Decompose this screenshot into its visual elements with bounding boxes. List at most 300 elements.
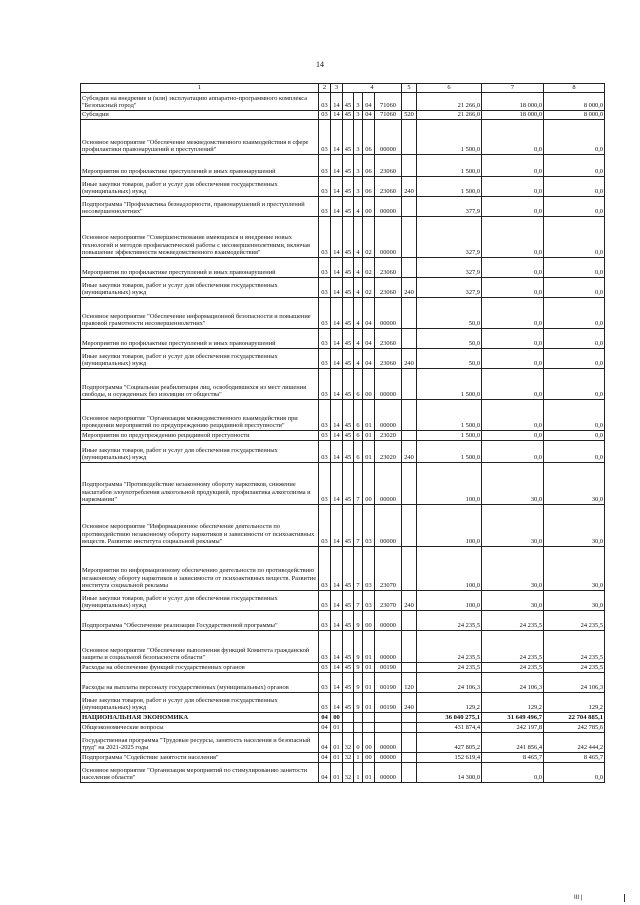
amount-2023: 30,0 bbox=[544, 463, 605, 505]
expense-type-code: 240 bbox=[402, 591, 417, 611]
subprogram-code: 3 bbox=[354, 111, 363, 120]
direction-code: 23070 bbox=[375, 591, 402, 611]
amount-2021: 431 874,4 bbox=[417, 723, 482, 733]
program-code bbox=[343, 723, 354, 733]
header-col-2: 2 bbox=[319, 84, 331, 93]
program-code: 32 bbox=[343, 733, 354, 753]
subsection-code: 14 bbox=[331, 349, 343, 369]
event-code bbox=[363, 713, 375, 723]
table-row bbox=[81, 369, 605, 400]
subprogram-code: 0 bbox=[354, 733, 363, 753]
amount-2023: 129,2 bbox=[544, 693, 605, 713]
subprogram-code: 4 bbox=[354, 197, 363, 217]
event-code: 06 bbox=[363, 177, 375, 197]
event-code: 01 bbox=[363, 663, 375, 673]
amount-2023: 24 235,5 bbox=[544, 611, 605, 631]
event-code: 01 bbox=[363, 441, 375, 463]
subprogram-code: 9 bbox=[354, 673, 363, 693]
event-code: 04 bbox=[363, 93, 375, 111]
event-code: 06 bbox=[363, 120, 375, 155]
amount-2022: 0,0 bbox=[482, 258, 544, 278]
direction-code: 00000 bbox=[375, 217, 402, 258]
direction-code: 23060 bbox=[375, 177, 402, 197]
subsection-code: 14 bbox=[331, 258, 343, 278]
row-name: Подпрограмма "Профилактика безнадзорности, правонарушений и преступлений несовершеннолетних" bbox=[81, 197, 319, 217]
event-code: 01 bbox=[363, 431, 375, 441]
expense-type-code bbox=[402, 463, 417, 505]
event-code: 00 bbox=[363, 733, 375, 753]
section-code: 03 bbox=[319, 591, 331, 611]
expense-type-code bbox=[402, 733, 417, 753]
amount-2023: 0,0 bbox=[544, 120, 605, 155]
row-name: Подпрограмма "Социальная реабилитация лиц, освободившихся из мест лишения свободы, и осужденных без изоляции от общества" bbox=[81, 369, 319, 400]
table-row bbox=[81, 329, 605, 349]
subsection-code: 14 bbox=[331, 93, 343, 111]
subsection-code: 14 bbox=[331, 369, 343, 400]
amount-2022: 242 197,8 bbox=[482, 723, 544, 733]
table-row bbox=[81, 431, 605, 441]
subprogram-code: 4 bbox=[354, 278, 363, 298]
amount-2021: 24 106,3 bbox=[417, 673, 482, 693]
table-row bbox=[81, 217, 605, 258]
section-code: 03 bbox=[319, 298, 331, 329]
subprogram-code: 7 bbox=[354, 463, 363, 505]
row-name: Подпрограмма "Содействие занятости населения" bbox=[81, 753, 319, 763]
subprogram-code: 6 bbox=[354, 400, 363, 431]
header-col-4: 4 bbox=[343, 84, 402, 93]
amount-2022: 24 106,3 bbox=[482, 673, 544, 693]
section-code: 03 bbox=[319, 197, 331, 217]
section-code: 04 bbox=[319, 753, 331, 763]
direction-code: 00000 bbox=[375, 298, 402, 329]
amount-2021: 24 235,5 bbox=[417, 631, 482, 663]
amount-2022: 31 649 496,7 bbox=[482, 713, 544, 723]
event-code: 04 bbox=[363, 329, 375, 349]
event-code: 00 bbox=[363, 463, 375, 505]
row-name: Основное мероприятие "Совершенствование имеющихся и внедрение новых технологий и методов профилактической работы с несовершеннолетними, включая повышение эффективности межведомственного взаимодействия" bbox=[81, 217, 319, 258]
table-row bbox=[81, 673, 605, 693]
expense-type-code bbox=[402, 431, 417, 441]
direction-code: 23060 bbox=[375, 329, 402, 349]
section-code: 03 bbox=[319, 631, 331, 663]
amount-2021: 1 500,0 bbox=[417, 155, 482, 177]
row-name: Расходы на обеспечение функций государственных органов bbox=[81, 663, 319, 673]
program-code: 45 bbox=[343, 278, 354, 298]
header-col-8: 8 bbox=[544, 84, 605, 93]
event-code: 00 bbox=[363, 197, 375, 217]
subprogram-code: 7 bbox=[354, 591, 363, 611]
expense-type-code bbox=[402, 723, 417, 733]
subprogram-code: 3 bbox=[354, 155, 363, 177]
row-name: НАЦИОНАЛЬНАЯ ЭКОНОМИКА bbox=[81, 713, 319, 723]
amount-2023: 0,0 bbox=[544, 197, 605, 217]
expense-type-code bbox=[402, 120, 417, 155]
expense-type-code bbox=[402, 197, 417, 217]
program-code: 45 bbox=[343, 663, 354, 673]
amount-2022: 0,0 bbox=[482, 329, 544, 349]
amount-2021: 100,0 bbox=[417, 591, 482, 611]
event-code: 01 bbox=[363, 763, 375, 783]
amount-2023: 0,0 bbox=[544, 177, 605, 197]
subprogram-code: 3 bbox=[354, 177, 363, 197]
section-code: 03 bbox=[319, 505, 331, 547]
subprogram-code: 4 bbox=[354, 329, 363, 349]
table-row bbox=[81, 505, 605, 547]
row-name: Основное мероприятие "Обеспечение информационной безопасности и повышение правовой грамотности несовершеннолетних" bbox=[81, 298, 319, 329]
amount-2022: 0,0 bbox=[482, 217, 544, 258]
subprogram-code bbox=[354, 713, 363, 723]
subprogram-code: 4 bbox=[354, 298, 363, 329]
amount-2023: 0,0 bbox=[544, 329, 605, 349]
table-row bbox=[81, 93, 605, 111]
amount-2021: 36 040 275,1 bbox=[417, 713, 482, 723]
amount-2021: 1 500,0 bbox=[417, 177, 482, 197]
subsection-code: 14 bbox=[331, 611, 343, 631]
section-code: 04 bbox=[319, 763, 331, 783]
event-code: 00 bbox=[363, 611, 375, 631]
amount-2021: 50,0 bbox=[417, 329, 482, 349]
subsection-code: 14 bbox=[331, 441, 343, 463]
amount-2023: 0,0 bbox=[544, 431, 605, 441]
section-code: 03 bbox=[319, 431, 331, 441]
row-name: Основное мероприятие "Организация мероприятий по стимулированию занятости населения области" bbox=[81, 763, 319, 783]
event-code: 04 bbox=[363, 111, 375, 120]
event-code: 06 bbox=[363, 155, 375, 177]
section-code: 03 bbox=[319, 120, 331, 155]
direction-code: 00000 bbox=[375, 197, 402, 217]
direction-code bbox=[375, 713, 402, 723]
table-row bbox=[81, 693, 605, 713]
subsection-code: 14 bbox=[331, 463, 343, 505]
subsection-code: 14 bbox=[331, 197, 343, 217]
program-code: 45 bbox=[343, 93, 354, 111]
table-row bbox=[81, 763, 605, 783]
program-code: 45 bbox=[343, 591, 354, 611]
amount-2023: 8 465,7 bbox=[544, 753, 605, 763]
table-row bbox=[81, 111, 605, 120]
event-code: 02 bbox=[363, 278, 375, 298]
program-code: 45 bbox=[343, 155, 354, 177]
subprogram-code: 6 bbox=[354, 369, 363, 400]
table-row bbox=[81, 463, 605, 505]
amount-2022: 129,2 bbox=[482, 693, 544, 713]
expense-type-code: 520 bbox=[402, 111, 417, 120]
expense-type-code bbox=[402, 155, 417, 177]
header-col-5: 5 bbox=[402, 84, 417, 93]
amount-2022: 0,0 bbox=[482, 197, 544, 217]
table-row bbox=[81, 441, 605, 463]
direction-code: 00000 bbox=[375, 400, 402, 431]
amount-2021: 24 235,5 bbox=[417, 611, 482, 631]
section-code: 03 bbox=[319, 369, 331, 400]
section-code: 03 bbox=[319, 278, 331, 298]
program-code: 45 bbox=[343, 441, 354, 463]
event-code: 00 bbox=[363, 753, 375, 763]
direction-code: 00190 bbox=[375, 663, 402, 673]
event-code: 03 bbox=[363, 505, 375, 547]
subsection-code: 14 bbox=[331, 400, 343, 431]
subsection-code: 14 bbox=[331, 111, 343, 120]
expense-type-code: 240 bbox=[402, 441, 417, 463]
amount-2023: 0,0 bbox=[544, 763, 605, 783]
program-code: 45 bbox=[343, 217, 354, 258]
subsection-code: 14 bbox=[331, 431, 343, 441]
event-code: 01 bbox=[363, 631, 375, 663]
subsection-code: 14 bbox=[331, 631, 343, 663]
expense-type-code bbox=[402, 611, 417, 631]
amount-2022: 30,0 bbox=[482, 505, 544, 547]
subsection-code: 14 bbox=[331, 217, 343, 258]
table-row bbox=[81, 547, 605, 591]
amount-2021: 1 500,0 bbox=[417, 120, 482, 155]
amount-2021: 21 266,0 bbox=[417, 93, 482, 111]
amount-2023: 8 000,0 bbox=[544, 111, 605, 120]
direction-code: 00000 bbox=[375, 753, 402, 763]
section-code: 03 bbox=[319, 663, 331, 673]
subprogram-code: 6 bbox=[354, 441, 363, 463]
amount-2022: 18 000,0 bbox=[482, 111, 544, 120]
row-name: Подпрограмма "Противодействие незаконному обороту наркотиков, снижение масштабов злоупотребления алкогольной продукцией, профилактика алкоголизма и наркомании" bbox=[81, 463, 319, 505]
table-row bbox=[81, 197, 605, 217]
program-code: 45 bbox=[343, 120, 354, 155]
row-name: Расходы на выплаты персоналу государственных (муниципальных) органов bbox=[81, 673, 319, 693]
row-name: Иные закупки товаров, работ и услуг для обеспечения государственных (муниципальных) нужд bbox=[81, 591, 319, 611]
table-row bbox=[81, 713, 605, 723]
section-code: 03 bbox=[319, 693, 331, 713]
row-name: Основное мероприятие "Организация межведомственного взаимодействия при проведении мероприятий по предупреждению рецидивной преступности" bbox=[81, 400, 319, 431]
amount-2023: 24 235,5 bbox=[544, 663, 605, 673]
row-name: Иные закупки товаров, работ и услуг для обеспечения государственных (муниципальных) нужд bbox=[81, 441, 319, 463]
amount-2022: 8 465,7 bbox=[482, 753, 544, 763]
direction-code: 00000 bbox=[375, 463, 402, 505]
subprogram-code bbox=[354, 723, 363, 733]
footer-tick bbox=[624, 894, 625, 902]
amount-2021: 21 266,0 bbox=[417, 111, 482, 120]
amount-2023: 30,0 bbox=[544, 591, 605, 611]
expense-type-code bbox=[402, 713, 417, 723]
subsection-code: 14 bbox=[331, 591, 343, 611]
direction-code: 23020 bbox=[375, 441, 402, 463]
amount-2021: 1 500,0 bbox=[417, 400, 482, 431]
amount-2021: 24 235,5 bbox=[417, 663, 482, 673]
table-row bbox=[81, 120, 605, 155]
program-code: 45 bbox=[343, 547, 354, 591]
header-col-7: 7 bbox=[482, 84, 544, 93]
event-code: 01 bbox=[363, 673, 375, 693]
subprogram-code: 9 bbox=[354, 693, 363, 713]
section-code: 03 bbox=[319, 463, 331, 505]
amount-2021: 377,9 bbox=[417, 197, 482, 217]
direction-code: 23060 bbox=[375, 258, 402, 278]
event-code: 00 bbox=[363, 369, 375, 400]
table-row bbox=[81, 611, 605, 631]
amount-2022: 0,0 bbox=[482, 763, 544, 783]
amount-2021: 14 300,0 bbox=[417, 763, 482, 783]
amount-2021: 100,0 bbox=[417, 463, 482, 505]
table-row bbox=[81, 177, 605, 197]
table-row bbox=[81, 278, 605, 298]
direction-code: 00000 bbox=[375, 763, 402, 783]
expense-type-code bbox=[402, 505, 417, 547]
budget-table bbox=[80, 83, 605, 783]
amount-2021: 100,0 bbox=[417, 547, 482, 591]
expense-type-code bbox=[402, 763, 417, 783]
amount-2023: 0,0 bbox=[544, 441, 605, 463]
amount-2021: 427 805,2 bbox=[417, 733, 482, 753]
amount-2023: 0,0 bbox=[544, 298, 605, 329]
expense-type-code bbox=[402, 753, 417, 763]
direction-code: 00000 bbox=[375, 369, 402, 400]
expense-type-code bbox=[402, 369, 417, 400]
amount-2023: 24 106,3 bbox=[544, 673, 605, 693]
event-code: 03 bbox=[363, 547, 375, 591]
expense-type-code bbox=[402, 547, 417, 591]
row-name: Иные закупки товаров, работ и услуг для обеспечения государственных (муниципальных) нужд bbox=[81, 278, 319, 298]
subsection-code: 14 bbox=[331, 155, 343, 177]
section-code: 03 bbox=[319, 155, 331, 177]
amount-2022: 0,0 bbox=[482, 369, 544, 400]
direction-code: 23060 bbox=[375, 349, 402, 369]
budget-table-sheet bbox=[80, 83, 604, 783]
direction-code: 00000 bbox=[375, 120, 402, 155]
amount-2023: 30,0 bbox=[544, 547, 605, 591]
subsection-code: 01 bbox=[331, 723, 343, 733]
section-code: 03 bbox=[319, 441, 331, 463]
row-name: Мероприятия по профилактике преступлений и иных правонарушений bbox=[81, 155, 319, 177]
subprogram-code: 4 bbox=[354, 217, 363, 258]
table-row bbox=[81, 591, 605, 611]
section-code: 03 bbox=[319, 547, 331, 591]
section-code: 03 bbox=[319, 673, 331, 693]
header-col-6: 6 bbox=[417, 84, 482, 93]
amount-2021: 1 500,0 bbox=[417, 369, 482, 400]
amount-2022: 0,0 bbox=[482, 400, 544, 431]
program-code: 45 bbox=[343, 329, 354, 349]
amount-2021: 327,9 bbox=[417, 278, 482, 298]
subsection-code: 00 bbox=[331, 713, 343, 723]
event-code: 03 bbox=[363, 591, 375, 611]
direction-code: 00000 bbox=[375, 631, 402, 663]
event-code: 02 bbox=[363, 258, 375, 278]
direction-code: 00000 bbox=[375, 505, 402, 547]
amount-2023: 0,0 bbox=[544, 369, 605, 400]
amount-2022: 0,0 bbox=[482, 298, 544, 329]
event-code: 04 bbox=[363, 298, 375, 329]
subsection-code: 14 bbox=[331, 505, 343, 547]
direction-code: 00000 bbox=[375, 611, 402, 631]
amount-2022: 241 856,4 bbox=[482, 733, 544, 753]
program-code: 45 bbox=[343, 349, 354, 369]
direction-code: 00190 bbox=[375, 693, 402, 713]
subprogram-code: 3 bbox=[354, 120, 363, 155]
section-code: 03 bbox=[319, 400, 331, 431]
amount-2022: 0,0 bbox=[482, 278, 544, 298]
amount-2021: 100,0 bbox=[417, 505, 482, 547]
table-row bbox=[81, 155, 605, 177]
table-row bbox=[81, 753, 605, 763]
subsection-code: 14 bbox=[331, 177, 343, 197]
subprogram-code: 9 bbox=[354, 611, 363, 631]
table-row bbox=[81, 733, 605, 753]
program-code: 45 bbox=[343, 693, 354, 713]
expense-type-code bbox=[402, 400, 417, 431]
subprogram-code: 9 bbox=[354, 663, 363, 673]
table-row bbox=[81, 631, 605, 663]
section-code: 03 bbox=[319, 93, 331, 111]
event-code: 01 bbox=[363, 400, 375, 431]
subprogram-code: 9 bbox=[354, 631, 363, 663]
direction-code bbox=[375, 723, 402, 733]
event-code bbox=[363, 723, 375, 733]
row-name: Иные закупки товаров, работ и услуг для обеспечения государственных (муниципальных) нужд bbox=[81, 693, 319, 713]
expense-type-code: 240 bbox=[402, 693, 417, 713]
program-code: 45 bbox=[343, 611, 354, 631]
table-row bbox=[81, 298, 605, 329]
row-name: Основное мероприятие "Обеспечение выполнения функций Комитета гражданской защиты и социальной безопасности области" bbox=[81, 631, 319, 663]
expense-type-code bbox=[402, 298, 417, 329]
row-name: Государственная программа "Трудовые ресурсы, занятость населения и безопасный труд" на 2021-2025 годы bbox=[81, 733, 319, 753]
section-code: 03 bbox=[319, 349, 331, 369]
expense-type-code bbox=[402, 663, 417, 673]
program-code: 45 bbox=[343, 197, 354, 217]
section-code: 03 bbox=[319, 177, 331, 197]
program-code: 45 bbox=[343, 400, 354, 431]
amount-2021: 50,0 bbox=[417, 298, 482, 329]
amount-2023: 0,0 bbox=[544, 155, 605, 177]
event-code: 01 bbox=[363, 693, 375, 713]
amount-2021: 327,9 bbox=[417, 258, 482, 278]
amount-2023: 0,0 bbox=[544, 400, 605, 431]
footer-mark: III | bbox=[574, 895, 583, 901]
direction-code: 00000 bbox=[375, 733, 402, 753]
table-row bbox=[81, 400, 605, 431]
subprogram-code: 4 bbox=[354, 349, 363, 369]
program-code: 45 bbox=[343, 258, 354, 278]
row-name: Мероприятия по информационному обеспечению деятельности по противодействию незаконному обороту наркотиков и зависимости от психоактивных веществ. Развитие института социальной рекламы bbox=[81, 547, 319, 591]
amount-2021: 1 500,0 bbox=[417, 441, 482, 463]
amount-2021: 129,2 bbox=[417, 693, 482, 713]
event-code: 04 bbox=[363, 349, 375, 369]
row-name: Основное мероприятие "Обеспечение межведомственного взаимодействия в сфере профилактики правонарушений и преступлений" bbox=[81, 120, 319, 155]
amount-2022: 24 235,5 bbox=[482, 611, 544, 631]
amount-2023: 22 704 885,1 bbox=[544, 713, 605, 723]
header-col-3: 3 bbox=[331, 84, 343, 93]
section-code: 04 bbox=[319, 723, 331, 733]
section-code: 04 bbox=[319, 733, 331, 753]
subprogram-code: 1 bbox=[354, 753, 363, 763]
page-number: 14 bbox=[316, 60, 324, 69]
subprogram-code: 6 bbox=[354, 431, 363, 441]
direction-code: 23070 bbox=[375, 547, 402, 591]
row-name: Основное мероприятие "Информационное обеспечение деятельности по противодействию незаконному обороту наркотиков и зависимости от психоактивных веществ. Развитие института социальной рекламы" bbox=[81, 505, 319, 547]
amount-2021: 152 619,4 bbox=[417, 753, 482, 763]
program-code: 45 bbox=[343, 631, 354, 663]
program-code: 45 bbox=[343, 431, 354, 441]
table-row bbox=[81, 349, 605, 369]
row-name: Мероприятия по предупреждению рецидивной преступности bbox=[81, 431, 319, 441]
subprogram-code: 7 bbox=[354, 505, 363, 547]
amount-2022: 0,0 bbox=[482, 155, 544, 177]
subsection-code: 01 bbox=[331, 763, 343, 783]
expense-type-code: 240 bbox=[402, 177, 417, 197]
program-code: 45 bbox=[343, 111, 354, 120]
subsection-code: 14 bbox=[331, 278, 343, 298]
row-name: Иные закупки товаров, работ и услуг для обеспечения государственных (муниципальных) нужд bbox=[81, 349, 319, 369]
direction-code: 23060 bbox=[375, 278, 402, 298]
expense-type-code bbox=[402, 258, 417, 278]
subsection-code: 14 bbox=[331, 298, 343, 329]
amount-2021: 327,9 bbox=[417, 217, 482, 258]
